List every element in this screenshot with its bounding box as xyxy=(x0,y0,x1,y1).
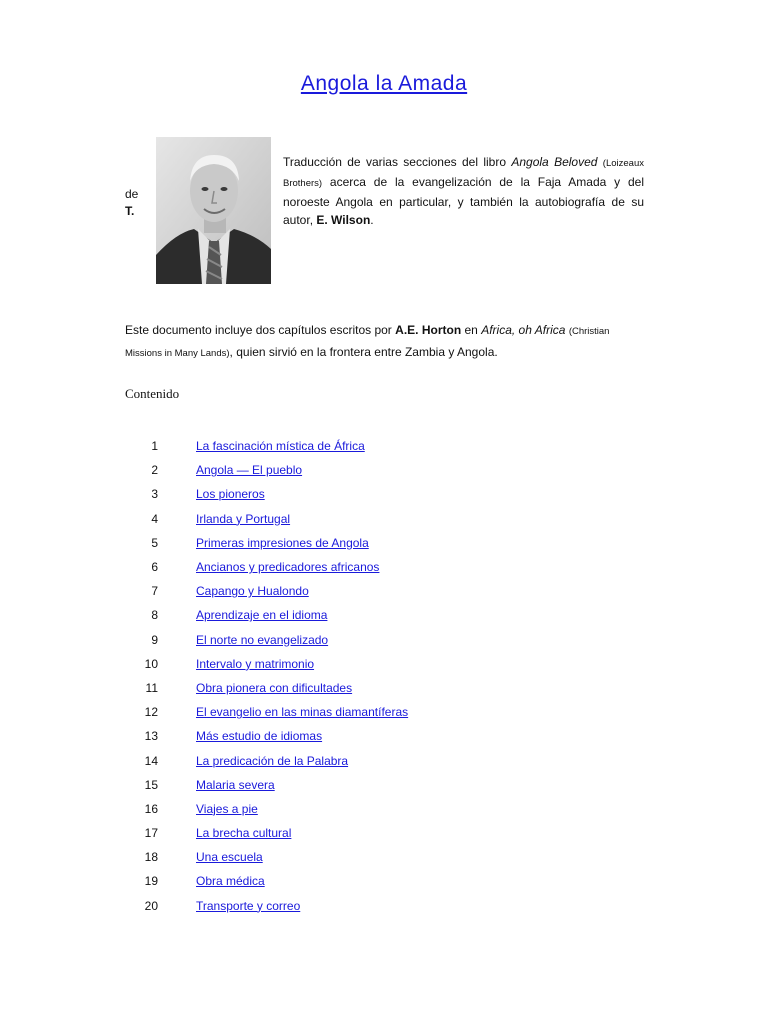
toc-row xyxy=(125,458,625,482)
toc-number: 1 xyxy=(151,439,158,454)
toc-row xyxy=(125,579,625,603)
page-title xyxy=(0,72,768,96)
toc-row xyxy=(125,773,625,797)
toc-link[interactable]: El norte no evangelizado xyxy=(196,632,329,647)
toc-row xyxy=(125,555,625,579)
para-text-1: Este documento incluye dos capítulos escritos por xyxy=(125,323,392,337)
publisher-note: (Loizeaux Brothers) xyxy=(283,158,644,189)
toc-link[interactable]: El evangelio en las minas diamantíferas xyxy=(196,705,409,720)
toc-link[interactable]: Ancianos y predicadores africanos xyxy=(196,560,380,575)
author-portrait xyxy=(156,137,271,284)
para-text-3: , quien sirvió en la frontera entre Zambia y Angola. xyxy=(229,345,498,359)
toc-number: 8 xyxy=(151,608,158,623)
toc-row xyxy=(125,894,625,918)
horton-paragraph xyxy=(125,320,645,364)
toc-number: 3 xyxy=(151,487,158,502)
toc-number: 18 xyxy=(144,850,158,865)
toc-link[interactable]: Primeras impresiones de Angola xyxy=(196,535,369,550)
toc-link[interactable]: Obra médica xyxy=(196,874,265,889)
contents-heading: Contenido xyxy=(125,386,180,401)
intro-end: . xyxy=(370,213,374,227)
toc-row xyxy=(125,676,625,700)
toc-row xyxy=(125,724,625,748)
author-name: E. Wilson xyxy=(316,213,371,227)
toc-link[interactable]: Aprendizaje en el idioma xyxy=(196,608,328,623)
toc-link[interactable]: Viajes a pie xyxy=(196,801,258,816)
toc-number: 19 xyxy=(144,874,158,889)
toc-link[interactable]: La predicación de la Palabra xyxy=(196,753,349,768)
intro-paragraph xyxy=(283,153,644,229)
table-of-contents xyxy=(125,434,625,918)
toc-row xyxy=(125,700,625,724)
toc-number: 17 xyxy=(144,826,158,841)
toc-row xyxy=(125,869,625,893)
toc-link[interactable]: Una escuela xyxy=(196,850,263,865)
toc-number: 16 xyxy=(144,801,158,816)
toc-link[interactable]: Irlanda y Portugal xyxy=(196,511,291,526)
horton-book: Africa, oh Africa xyxy=(481,323,566,337)
toc-number: 6 xyxy=(151,560,158,575)
toc-row xyxy=(125,482,625,506)
toc-link[interactable]: Intervalo y matrimonio xyxy=(196,656,315,671)
intro-text-1: Traducción de varias secciones del libro xyxy=(283,155,507,169)
toc-link[interactable]: Los pioneros xyxy=(196,487,265,502)
toc-link[interactable]: La fascinación mística de África xyxy=(196,439,365,454)
toc-row xyxy=(125,603,625,627)
title-link[interactable]: Angola la Amada xyxy=(300,72,468,95)
book-title: Angola Beloved xyxy=(511,155,598,169)
toc-link[interactable]: Obra pionera con dificultades xyxy=(196,680,353,695)
toc-number: 13 xyxy=(144,729,158,744)
toc-number: 9 xyxy=(151,632,158,647)
toc-number: 20 xyxy=(144,898,158,913)
author-initial: T. xyxy=(125,204,135,218)
de-label: de xyxy=(125,187,139,201)
toc-number: 11 xyxy=(145,680,158,695)
toc-row xyxy=(125,531,625,555)
toc-number: 2 xyxy=(151,463,158,478)
toc-number: 15 xyxy=(144,777,158,792)
toc-number: 10 xyxy=(144,656,158,671)
toc-link[interactable]: Más estudio de idiomas xyxy=(196,729,323,744)
toc-row xyxy=(125,652,625,676)
toc-row xyxy=(125,748,625,772)
toc-row xyxy=(125,507,625,531)
toc-number: 12 xyxy=(144,705,158,720)
toc-link[interactable]: La brecha cultural xyxy=(196,826,292,841)
para-text-2: en xyxy=(464,323,478,337)
toc-row xyxy=(125,797,625,821)
toc-number: 7 xyxy=(151,584,158,599)
toc-link[interactable]: Angola — El pueblo xyxy=(196,463,303,478)
toc-row xyxy=(125,845,625,869)
toc-link[interactable]: Capango y Hualondo xyxy=(196,584,309,599)
horton-publisher: (Christian Missions in Many Lands) xyxy=(125,326,610,359)
intro-text-2: acerca de la evangelización de la Faja Amada y del noroeste Angola en particular, y también la autobiografía de su autor, xyxy=(283,175,644,227)
toc-row xyxy=(125,434,625,458)
toc-number: 5 xyxy=(151,535,158,550)
horton-name: A.E. Horton xyxy=(395,323,462,337)
toc-row xyxy=(125,628,625,652)
toc-row xyxy=(125,821,625,845)
toc-link[interactable]: Malaria severa xyxy=(196,777,275,792)
toc-link[interactable]: Transporte y correo xyxy=(196,898,301,913)
toc-number: 14 xyxy=(144,753,158,768)
toc-number: 4 xyxy=(151,511,158,526)
